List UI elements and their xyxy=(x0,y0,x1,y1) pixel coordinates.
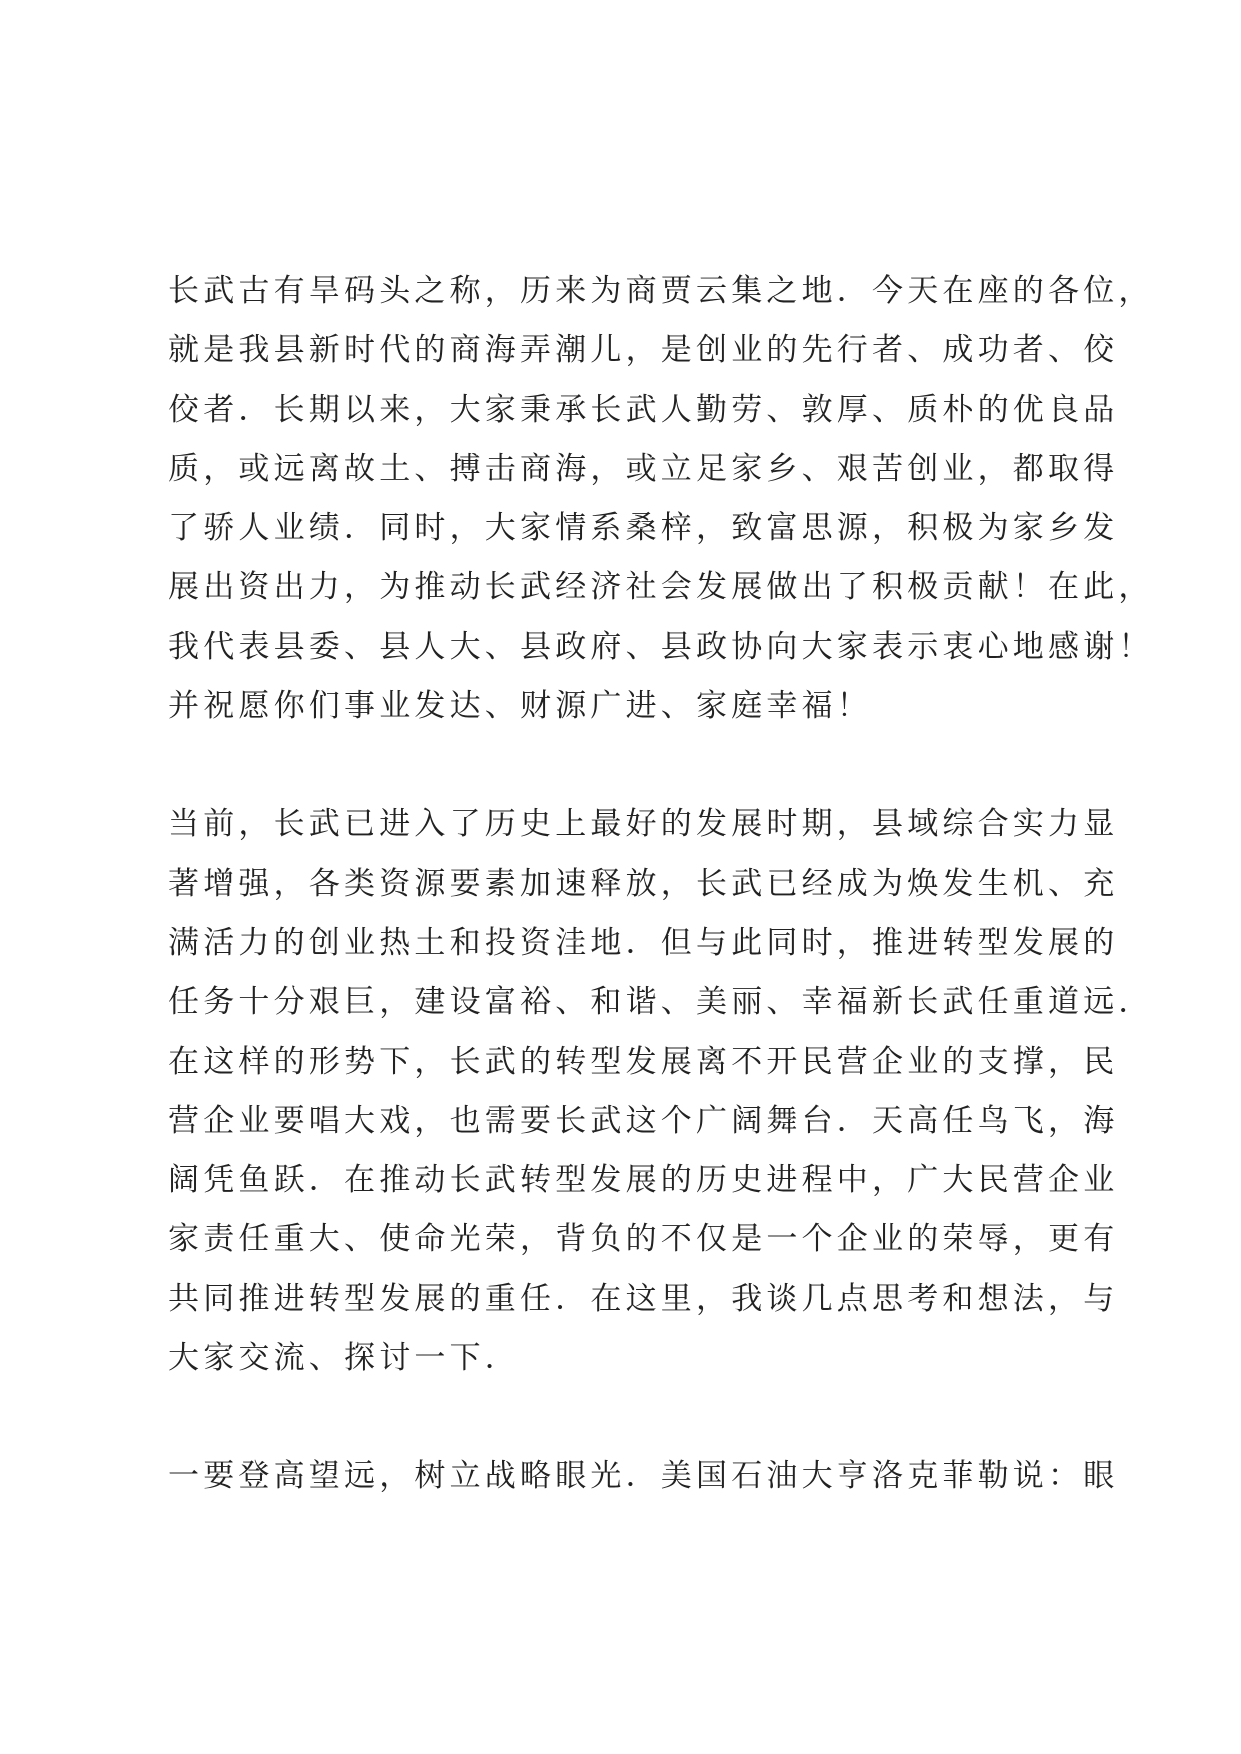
text-line: 一要登高望远，树立战略眼光．美国石油大亨洛克菲勒说：眼 xyxy=(168,1458,1119,1495)
text-line: 并祝愿你们事业发达、财源广进、家庭幸福！ xyxy=(168,688,872,725)
document-body xyxy=(168,262,1154,1507)
text-line: 质，或远离故土、搏击商海，或立足家乡、艰苦创业，都取得 xyxy=(168,450,1119,487)
text-line: 营企业要唱大戏，也需要长武这个广阔舞台．天高任鸟飞，海 xyxy=(168,1102,1119,1139)
text-line: 著增强，各类资源要素加速释放，长武已经成为焕发生机、充 xyxy=(168,865,1119,902)
text-line: 共同推进转型发展的重任．在这里，我谈几点思考和想法，与 xyxy=(168,1280,1119,1317)
text-line: 了骄人业绩．同时，大家情系桑梓，致富思源，积极为家乡发 xyxy=(168,510,1119,547)
text-line: 阔凭鱼跃．在推动长武转型发展的历史进程中，广大民营企业 xyxy=(168,1162,1119,1199)
text-line: 就是我县新时代的商海弄潮儿，是创业的先行者、成功者、佼 xyxy=(168,332,1119,369)
text-line: 长武古有旱码头之称，历来为商贾云集之地．今天在座的各位， xyxy=(168,273,1154,309)
text-line: 佼者．长期以来，大家秉承长武人勤劳、敦厚、质朴的优良品 xyxy=(168,391,1119,428)
paragraph-spacer xyxy=(168,736,1073,795)
paragraph-2 xyxy=(168,795,1154,1388)
paragraph-spacer xyxy=(168,1388,1073,1447)
paragraph-1 xyxy=(168,262,1154,736)
text-line: 当前，长武已进入了历史上最好的发展时期，县域综合实力显 xyxy=(168,806,1119,843)
text-line: 在这样的形势下，长武的转型发展离不开民营企业的支撑，民 xyxy=(168,1043,1119,1080)
text-line: 任务十分艰巨，建设富裕、和谐、美丽、幸福新长武任重道远． xyxy=(168,984,1154,1021)
text-line: 展出资出力，为推动长武经济社会发展做出了积极贡献！在此， xyxy=(168,569,1154,606)
text-line: 大家交流、探讨一下． xyxy=(168,1340,520,1377)
paragraph-3 xyxy=(168,1447,1119,1506)
text-line: 家责任重大、使命光荣，背负的不仅是一个企业的荣辱，更有 xyxy=(168,1221,1119,1258)
text-line: 我代表县委、县人大、县政府、县政协向大家表示衷心地感谢！ xyxy=(168,628,1154,665)
text-line: 满活力的创业热土和投资洼地．但与此同时，推进转型发展的 xyxy=(168,924,1119,961)
